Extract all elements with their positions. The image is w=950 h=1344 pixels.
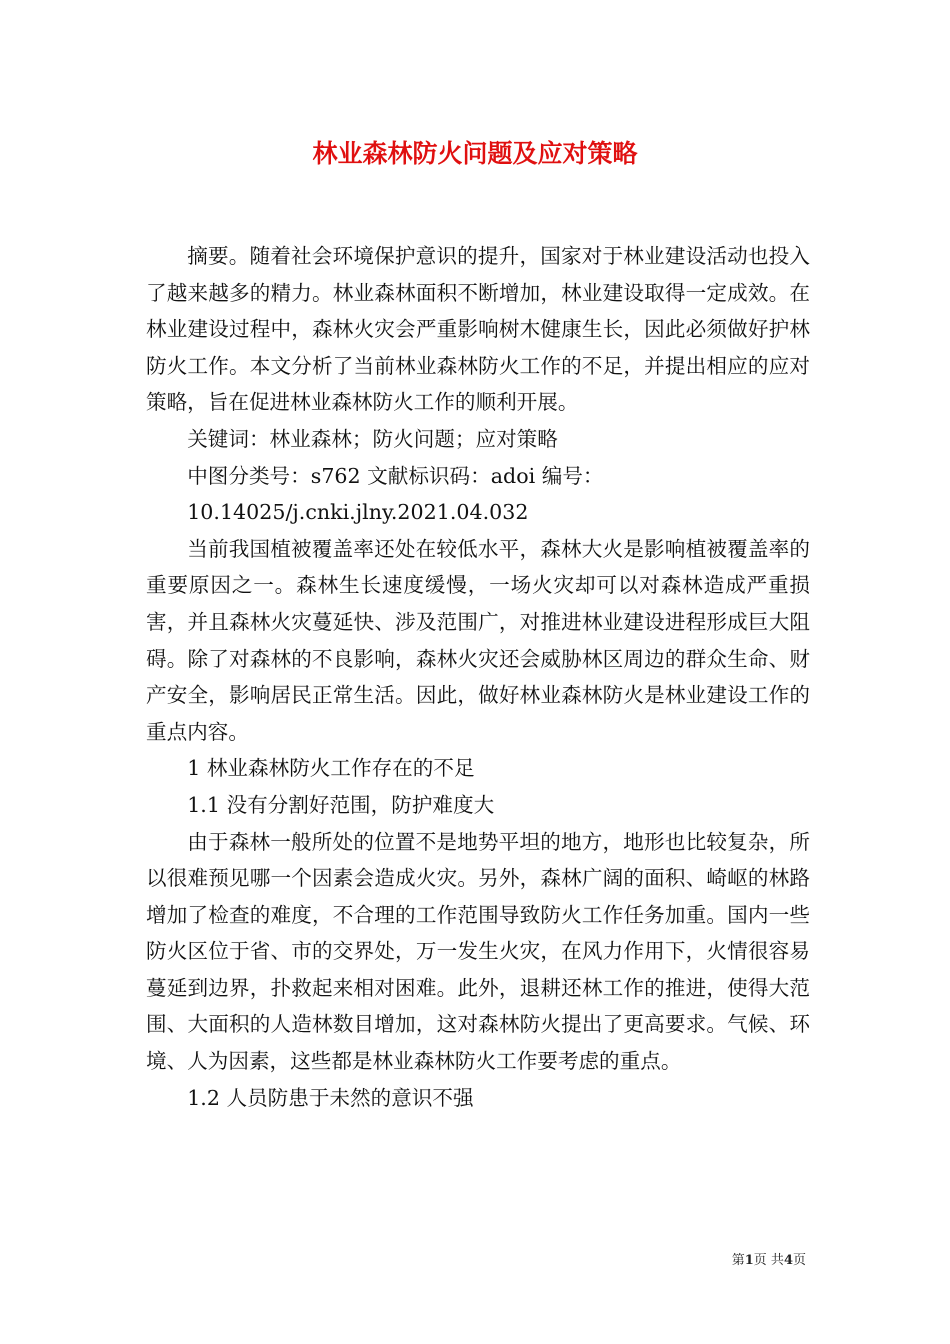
page-footer (0, 1249, 806, 1268)
footer-page-number: 1 (744, 1253, 754, 1268)
subsection-heading-1-1: 1.1 没有分割好范围，防护难度大 (187, 792, 495, 817)
classification-line: 中图分类号：s762 文献标识码：adoi 编号： (187, 463, 604, 488)
abstract-paragraph: 摘要。随着社会环境保护意识的提升，国家对于林业建设活动也投入了越来越多的精力。林业森林面积不断增加，林业建设取得一定成效。在林业建设过程中，森林火灾会严重影响树木健康生长，因此必须做好护林防火工作。本文分析了当前林业森林防火工作的不足，并提出相应的应对策略，旨在促进林业森林防火工作的顺利开展。 (146, 244, 810, 415)
intro-paragraph: 当前我国植被覆盖率还处在较低水平，森林大火是影响植被覆盖率的重要原因之一。森林生长速度缓慢，一场火灾却可以对森林造成严重损害，并且森林火灾蔓延快、涉及范围广，对推进林业建设进程形成巨大阻碍。除了对森林的不良影响，森林火灾还会威胁林区周边的群众生命、财产安全，影响居民正常生活。因此，做好林业森林防火是林业建设工作的重点内容。 (146, 536, 810, 744)
footer-total-pages: 4 (783, 1253, 793, 1268)
document-body (146, 238, 810, 1116)
section-heading-1: 1 林业森林防火工作存在的不足 (187, 756, 475, 781)
doi-line: 10.14025/j.cnki.jlny.2021.04.032 (187, 500, 529, 525)
body-paragraph-1-1: 由于森林一般所处的位置不是地势平坦的地方，地形也比较复杂，所以很难预见哪一个因素会造成火灾。另外，森林广阔的面积、崎岖的林路增加了检查的难度，不合理的工作范围导致防火工作任务加重。国内一些防火区位于省、市的交界处，万一发生火灾，在风力作用下，火情很容易蔓延到边界，扑救起来相对困难。此外，退耕还林工作的推进，使得大范围、大面积的人造林数目增加，这对森林防火提出了更高要求。气候、环境、人为因素，这些都是林业森林防火工作要考虑的重点。 (146, 829, 810, 1074)
subsection-heading-1-2: 1.2 人员防患于未然的意识不强 (187, 1085, 474, 1110)
document-title: 林业森林防火问题及应对策略 (312, 139, 638, 168)
footer-suffix: 页 (792, 1253, 806, 1268)
keywords-line: 关键词：林业森林；防火问题；应对策略 (187, 426, 558, 451)
footer-middle: 页 共 (753, 1253, 784, 1268)
footer-prefix: 第 (731, 1253, 745, 1268)
